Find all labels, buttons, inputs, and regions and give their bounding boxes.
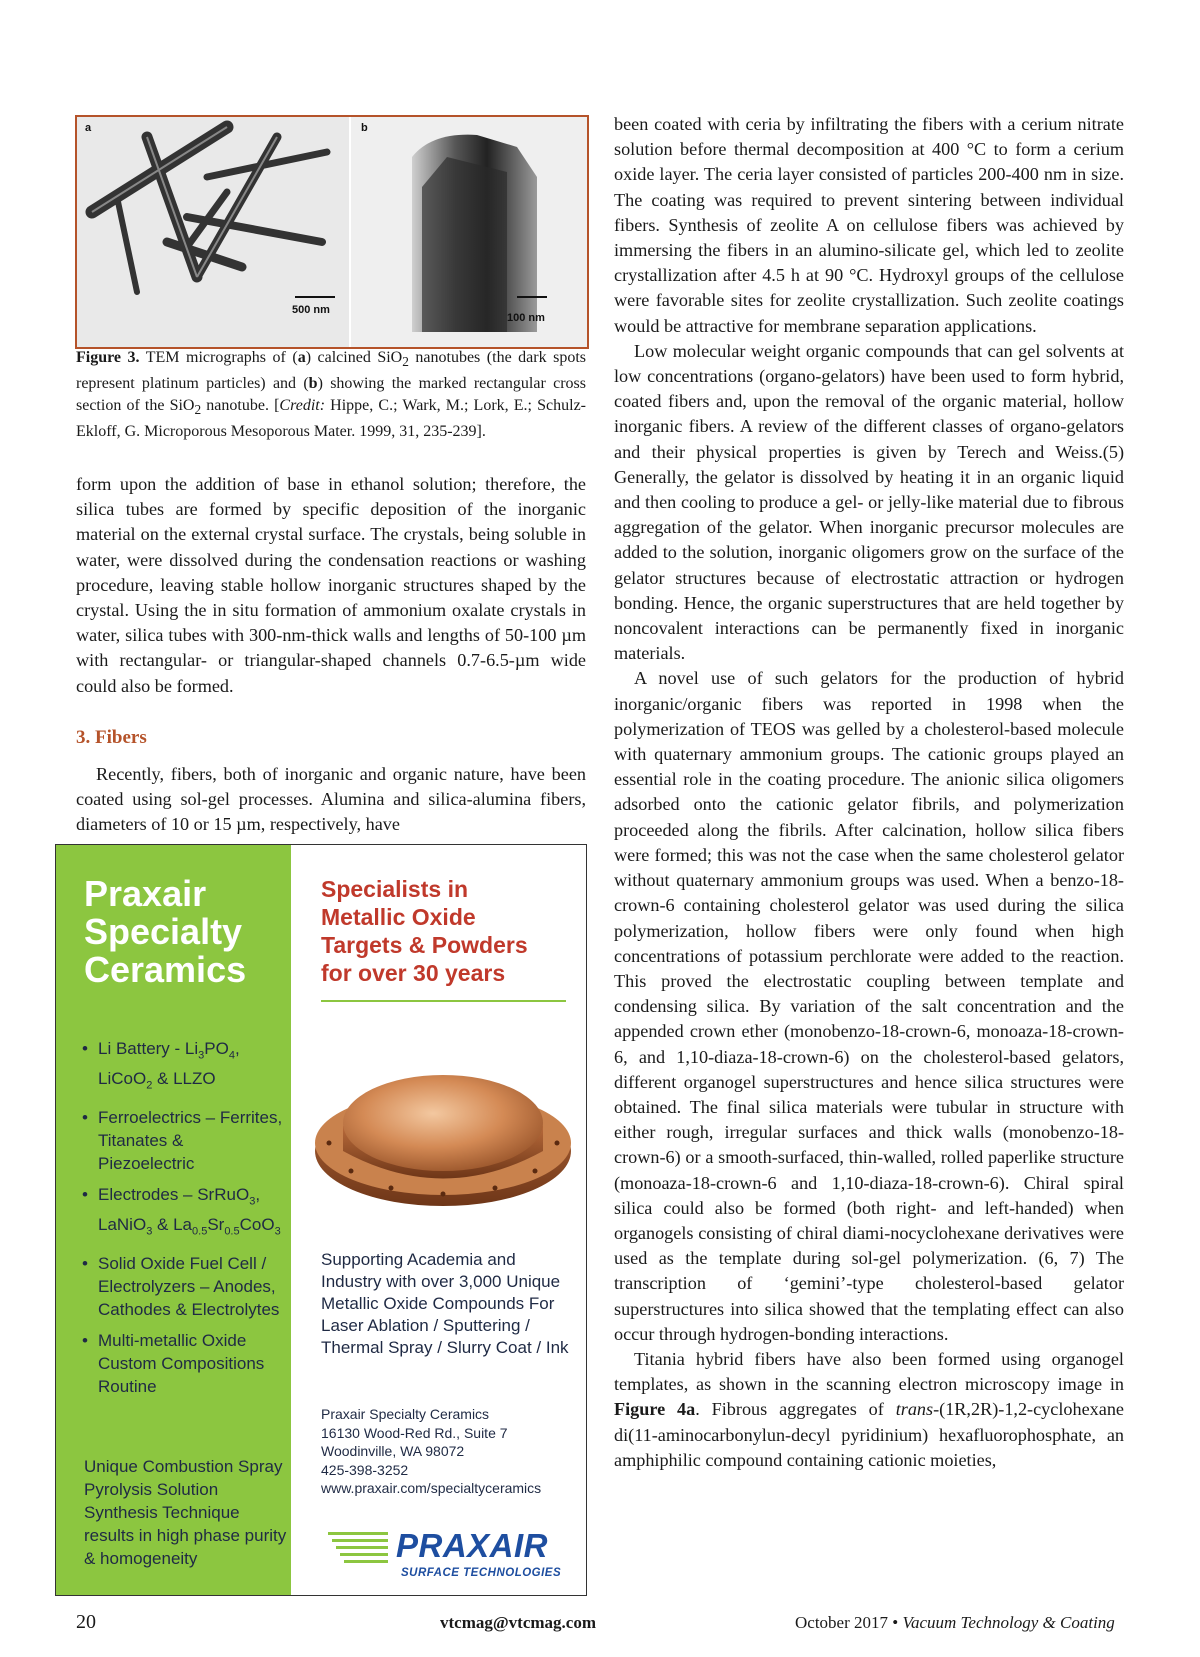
caption-text: ) showing the marked rectangular cross section of the SiO — [76, 375, 586, 415]
ad-synthesis-note: Unique Combustion Spray Pyrolysis Solution Synthesis Technique results in high phase purity & homogeneity — [84, 1457, 287, 1568]
ad-support-text: Supporting Academia and Industry with over 3,000 Unique Metallic Oxide Compounds For Laser Ablation / Sputtering / Thermal Spray / Slurry Coat / Ink — [321, 1250, 569, 1357]
page-number: 20 — [76, 1611, 96, 1633]
paragraph-text: -(1R,2R)-1,2-cyclohexane di(11-aminocarbonylun-decyl pyridinium) hexafluorophosphate, an amphiphilic compound containing cationic moieties, — [614, 1399, 1124, 1470]
list-subscript: 2 — [146, 1079, 153, 1092]
praxair-advertisement — [55, 844, 587, 1596]
paragraph-text: Titania hybrid fibers have also been formed using organogel templates, as shown in the scanning electron microscopy image in — [614, 1348, 1124, 1395]
scale-label-a: 500 nm — [292, 304, 330, 316]
footer-issue — [795, 1613, 1115, 1633]
ad-headline-line: Targets & Powders — [321, 932, 528, 958]
caption-label: Figure 3. — [76, 349, 140, 366]
caption-panel-ref: b — [308, 375, 318, 393]
body-paragraph: Recently, fibers, both of inorganic and organic nature, have been coated using sol-gel processes. Alumina and silica-alumina fibers, diameters of 10 or 15 µm, respectively, have — [76, 764, 586, 835]
tem-micrograph-image — [77, 117, 587, 347]
section-heading: 3. Fibers — [76, 727, 147, 748]
caption-panel-ref: a — [297, 349, 306, 366]
ad-divider — [321, 1000, 566, 1002]
list-text: Sr — [207, 1215, 225, 1235]
body-paragraph — [614, 1347, 1124, 1473]
scale-label-b: 100 nm — [507, 312, 545, 324]
body-paragraph: form upon the addition of base in ethanol solution; therefore, the silica tubes are formed by specific deposition of the inorganic material on the external crystal surface. The crystals, being soluble in water, were dissolved during the condensation reactions or washing procedure, leaving stable hollow inorganic structures shaped by the crystal. Using the in situ formation of ammonium oxalate crystals in water, silica tubes with 300-nm-thick walls and lengths of 50-100 µm with rectangular- or triangular-shaped channels 0.7-6.5-µm wide could also be formed. — [76, 474, 586, 696]
caption-subscript: 2 — [194, 402, 202, 418]
ad-headline-line: Metallic Oxide — [321, 904, 476, 930]
list-text: Electrodes – SrRuO — [98, 1184, 250, 1204]
body-paragraph: A novel use of such gelators for the production of hybrid inorganic/organic fibers was reported in 1998 when the polymerization of TEOS was gelled by a cholesterol-based molecule with quaternary ammonium groups. The cationic groups played an essential role in the coating procedure. The anionic silica oligomers adsorbed onto the cationic gelator fibrils, and polymerization proceeded along the fibrils. After calcination, hollow silica fibers were formed; this was not the case when the same cholesterol gelator without quaternary ammonium groups was used. When a benzo-18-crown-6 containing cholesterol gelator was used during the silica polymerization, hollow fibers were only found when high concentrations of potassium perchlorate were added to the reaction. This proved the electrostatic coupling between template and condensing silica. By variation of the salt concentration and the appended crown ether (monobenzo-18-crown-6, monoaza-18-crown-6, and 1,10-diaza-18-crown-6) on the cholesterol-based gelators, different organogel superstructures and hence silica structures were obtained. The final silica materials were tubular in structure with either rough, irregular surfaces and thick walls (monobenzo-18-crown-6) or a smooth-surfaced, thin-walled, rolled paperlike structure (monoaza-18-crown-6 and 1,10-diaza-18-crown-6). Chiral spiral silica could also be formed (both right- and left-handed) when organogels consisting of chiral diami-nocyclohexane derivatives were used as the template during sol-gel polymerization. (6, 7) The transcription of ‘gemini’-type cholesterol-based gelator superstructures into silica showed that the templating effect can also occur through hydrogen-bonding interactions. — [614, 668, 1124, 1344]
ad-title-line: Praxair — [84, 873, 207, 914]
list-item: • Multi-metallic Oxide Custom Compositions Routine — [78, 1329, 283, 1398]
footer-email: vtcmag@vtcmag.com — [440, 1613, 597, 1632]
list-item: • Ferroelectrics – Ferrites, Titanates & Piezoelectric — [78, 1106, 283, 1175]
praxair-logo-text: PRAXAIR — [396, 1527, 549, 1564]
panel-label-a: a — [85, 122, 92, 134]
sputtering-target-image — [311, 1031, 576, 1221]
ad-title-line: Specialty — [84, 911, 243, 952]
paragraph-text: . Fibrous aggregates of — [695, 1399, 896, 1420]
list-subscript: 3 — [274, 1225, 281, 1238]
list-text: & LLZO — [152, 1069, 216, 1089]
footer-separator: • — [892, 1613, 899, 1632]
ad-headline-line: Specialists in — [321, 876, 469, 902]
ad-headline-line: for over 30 years — [321, 960, 506, 986]
list-subscript: 3 — [249, 1195, 256, 1208]
ad-product-list — [78, 1037, 283, 1406]
caption-text: nanotube. [ — [201, 397, 280, 415]
caption-text: ) calcined SiO — [305, 349, 403, 366]
list-text: CoO — [239, 1215, 275, 1235]
list-text: & La — [152, 1215, 193, 1235]
caption-text: TEM micrographs of ( — [139, 349, 298, 366]
list-subscript: 4 — [228, 1049, 235, 1062]
footer-date: October 2017 — [795, 1613, 889, 1632]
caption-text: Hippe, C.; Wark, M.; Lork, E.; Schulz-Ekloff, G. Microporous Mesoporous Mater. 1999, 31, 235-239]. — [76, 397, 587, 441]
ad-contact-info: Praxair Specialty Ceramics 16130 Wood-Red Rd., Suite 7 Woodinville, WA 98072 425-398-3252 www.praxair.com/specialtyceramics — [321, 1406, 542, 1496]
list-subscript: 0.5 — [192, 1225, 208, 1238]
figure-caption — [76, 347, 586, 443]
list-item — [78, 1037, 283, 1098]
list-subscript: 0.5 — [224, 1225, 240, 1238]
ad-headline — [321, 875, 571, 987]
list-item: • Solid Oxide Fuel Cell / Electrolyzers – Anodes, Cathodes & Electrolytes — [78, 1252, 283, 1321]
praxair-logo-subtitle: SURFACE TECHNOLOGIES — [401, 1567, 562, 1579]
body-paragraph: been coated with ceria by infiltrating the fibers with a cerium nitrate solution before thermal decomposition at 400 °C to form a cerium oxide layer. The ceria layer consisted of particles 200-400 nm in size. The coating was required to prevent sintering between individual fibers. Synthesis of zeolite A on cellulose fibers was achieved by immersing the fibers in an alumino-silicate gel, which led to zeolite crystallization after 4.5 h at 90 °C. Hydroxyl groups of the cellulose were favorable sites for zeolite crystallization. Such zeolite coatings would be attractive for membrane separation applications. — [614, 114, 1124, 336]
figure-reference: Figure 4a — [614, 1399, 696, 1420]
caption-subscript: 2 — [402, 354, 409, 370]
ad-title — [84, 875, 246, 989]
list-item — [78, 1183, 283, 1244]
list-text: Li Battery - Li — [98, 1039, 199, 1058]
caption-text: nanotubes (the dark spots represent platinum particles) and ( — [76, 349, 587, 393]
panel-label-b: b — [361, 122, 368, 134]
ad-title-line: Ceramics — [84, 949, 247, 990]
list-subscript: 3 — [198, 1049, 205, 1062]
right-column-body — [614, 112, 1124, 1473]
body-paragraph: Low molecular weight organic compounds that can gel solvents at low concentrations (organo-gelators) have been used to form hybrid, coated fibers and, upon the removal of the organic material, hollow inorganic fibers. A review of the different classes of organo-gelators and their physical properties is given by Terech and Weiss.(5) Generally, the gelator is dissolved by heating it in an organic liquid and then cooling to produce a gel- or jelly-like material due to fibrous aggregation of the gelator. When inorganic precursor molecules are added to the solution, inorganic oligomers grow on the surface of the gelator structures because of electrostatic attraction or hydrogen bonding. Hence, the organic superstructures that are held together by noncovalent interactions can be permanently fixed in inorganic materials. — [614, 340, 1124, 664]
list-text: , LiCoO — [98, 1039, 240, 1089]
italic-term: trans — [895, 1399, 934, 1420]
left-column-body — [76, 472, 586, 699]
figure-3-micrographs — [75, 115, 589, 349]
caption-credit-label: Credit: — [279, 397, 326, 415]
list-text: , LaNiO — [98, 1184, 261, 1235]
list-subscript: 3 — [146, 1225, 153, 1238]
list-text: PO — [204, 1039, 229, 1058]
left-column-body-2 — [76, 762, 586, 838]
footer-magazine-title: Vacuum Technology & Coating — [902, 1613, 1115, 1632]
